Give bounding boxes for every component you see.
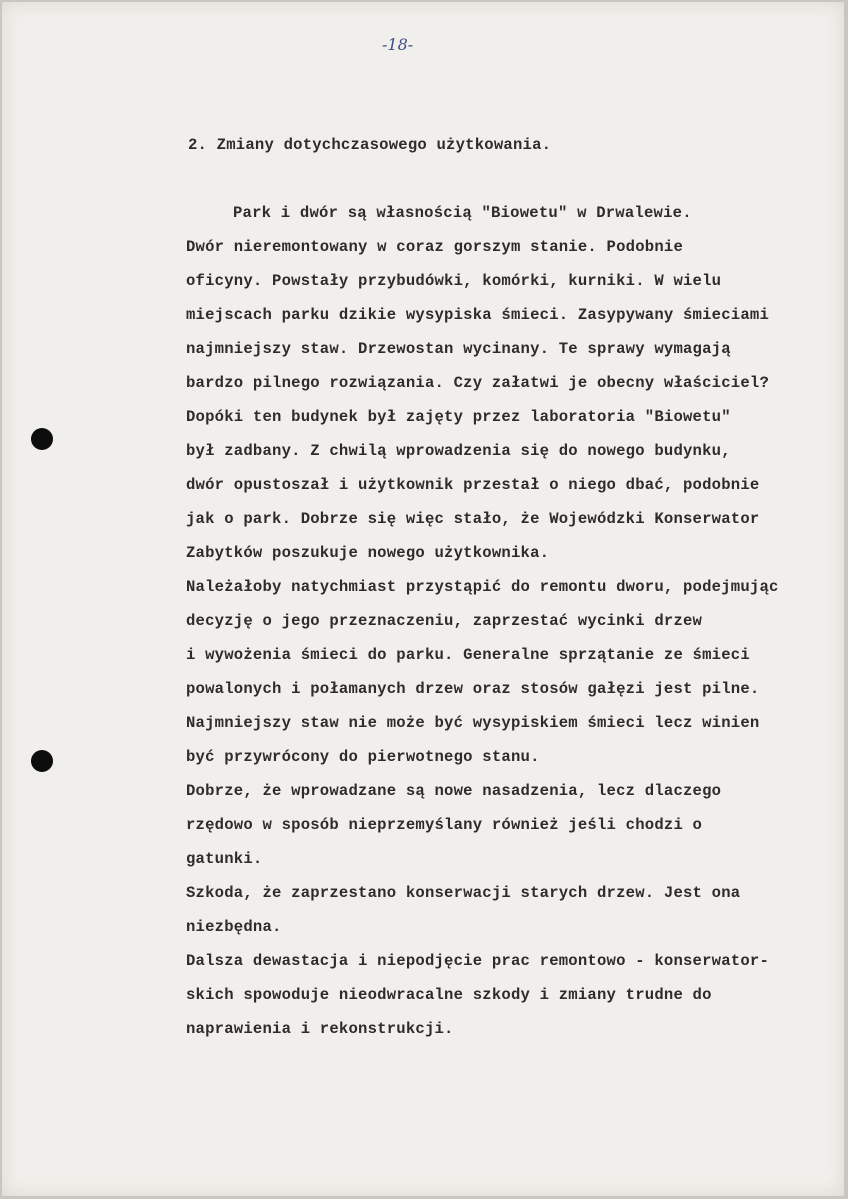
text-line: dwór opustoszał i użytkownik przestał o niego dbać, podobnie xyxy=(186,476,760,494)
punch-hole xyxy=(31,750,53,772)
text-line: Należałoby natychmiast przystąpić do remontu dworu, podejmując xyxy=(186,578,779,596)
text-line: Szkoda, że zaprzestano konserwacji starych drzew. Jest ona xyxy=(186,884,741,902)
text-line: bardzo pilnego rozwiązania. Czy załatwi je obecny właściciel? xyxy=(186,374,770,392)
document-page xyxy=(2,2,844,1196)
text-line: być przywrócony do pierwotnego stanu. xyxy=(186,748,540,766)
text-line: naprawienia i rekonstrukcji. xyxy=(186,1020,454,1038)
text-line: skich spowoduje nieodwracalne szkody i zmiany trudne do xyxy=(186,986,712,1004)
text-line: rzędowo w sposób nieprzemyślany również jeśli chodzi o xyxy=(186,816,703,834)
text-line: Dobrze, że wprowadzane są nowe nasadzenia, lecz dlaczego xyxy=(186,782,722,800)
text-line: gatunki. xyxy=(186,850,263,868)
text-line: niezbędna. xyxy=(186,918,282,936)
text-line: Najmniejszy staw nie może być wysypiskiem śmieci lecz winien xyxy=(186,714,760,732)
text-line: najmniejszy staw. Drzewostan wycinany. Te sprawy wymagają xyxy=(186,340,731,358)
text-line: miejscach parku dzikie wysypiska śmieci. Zasypywany śmieciami xyxy=(186,306,770,324)
text-line: oficyny. Powstały przybudówki, komórki, kurniki. W wielu xyxy=(186,272,722,290)
page-number: -18- xyxy=(382,35,414,54)
text-line: i wywożenia śmieci do parku. Generalne sprzątanie ze śmieci xyxy=(186,646,750,664)
text-line: Dwór nieremontowany w coraz gorszym stanie. Podobnie xyxy=(186,238,684,256)
text-line: Dalsza dewastacja i niepodjęcie prac remontowo - konserwator- xyxy=(186,952,770,970)
text-line: decyzję o jego przeznaczeniu, zaprzestać wycinki drzew xyxy=(186,612,703,630)
section-heading: 2. Zmiany dotychczasowego użytkowania. xyxy=(188,136,552,154)
text-line: Zabytków poszukuje nowego użytkownika. xyxy=(186,544,550,562)
text-line: powalonych i połamanych drzew oraz stosów gałęzi jest pilne. xyxy=(186,680,760,698)
text-line: jak o park. Dobrze się więc stało, że Wojewódzki Konserwator xyxy=(186,510,760,528)
punch-hole xyxy=(31,428,53,450)
text-line: Dopóki ten budynek był zajęty przez laboratoria "Biowetu" xyxy=(186,408,731,426)
text-line: Park i dwór są własnością "Biowetu" w Drwalewie. xyxy=(233,204,692,222)
text-line: był zadbany. Z chwilą wprowadzenia się do nowego budynku, xyxy=(186,442,731,460)
